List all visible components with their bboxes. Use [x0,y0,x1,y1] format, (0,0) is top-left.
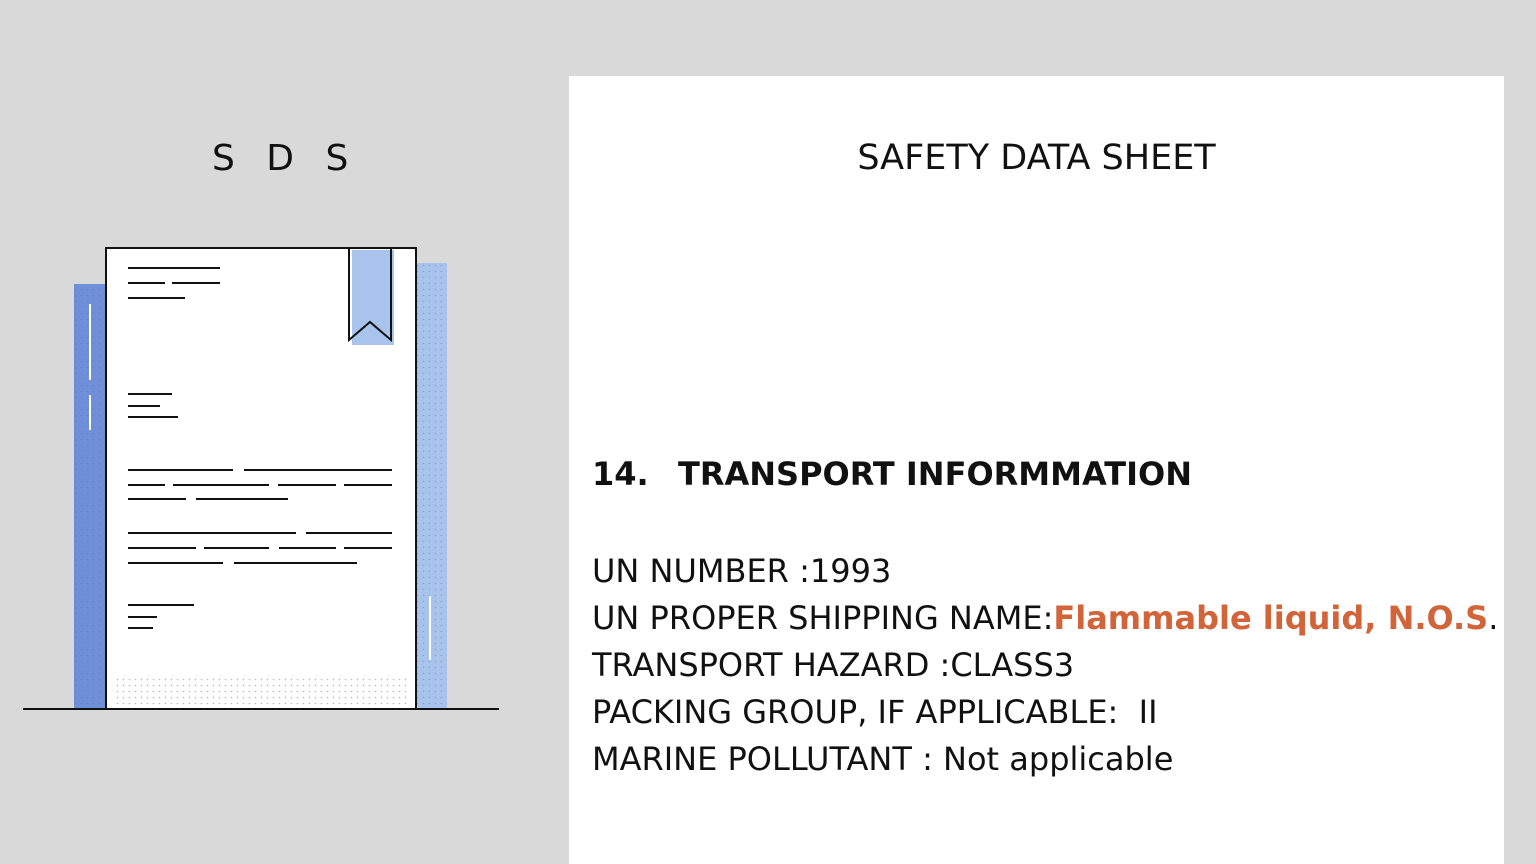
transport-fields [592,548,1498,783]
field-row-shipping-name [592,595,1498,642]
field-value: II [1138,693,1158,731]
section-heading [592,455,1192,493]
field-value: 1993 [809,552,892,590]
field-row-marine-pollutant [592,736,1498,783]
field-row-packing-group [592,689,1498,736]
safety-data-sheet-panel [569,76,1504,864]
field-suffix: . [1488,599,1499,637]
field-row-un-number [592,548,1498,595]
field-value: CLASS3 [950,646,1075,684]
section-title: TRANSPORT INFORMMATION [678,455,1192,493]
field-label: UN NUMBER : [592,552,810,590]
field-label: TRANSPORT HAZARD : [592,646,951,684]
field-label: MARINE POLLUTANT : [592,740,944,778]
field-label: PACKING GROUP, IF APPLICABLE: [592,693,1139,731]
field-label: UN PROPER SHIPPING NAME: [592,599,1054,637]
sheet-title: SAFETY DATA SHEET [857,138,1216,178]
document-with-bookmark-icon [20,240,502,714]
field-row-transport-hazard [592,642,1498,689]
left-title: S D S [212,138,359,179]
field-value: Not applicable [943,740,1174,778]
section-number: 14. [592,455,649,493]
field-value-highlight: Flammable liquid, N.O.S [1053,599,1489,637]
